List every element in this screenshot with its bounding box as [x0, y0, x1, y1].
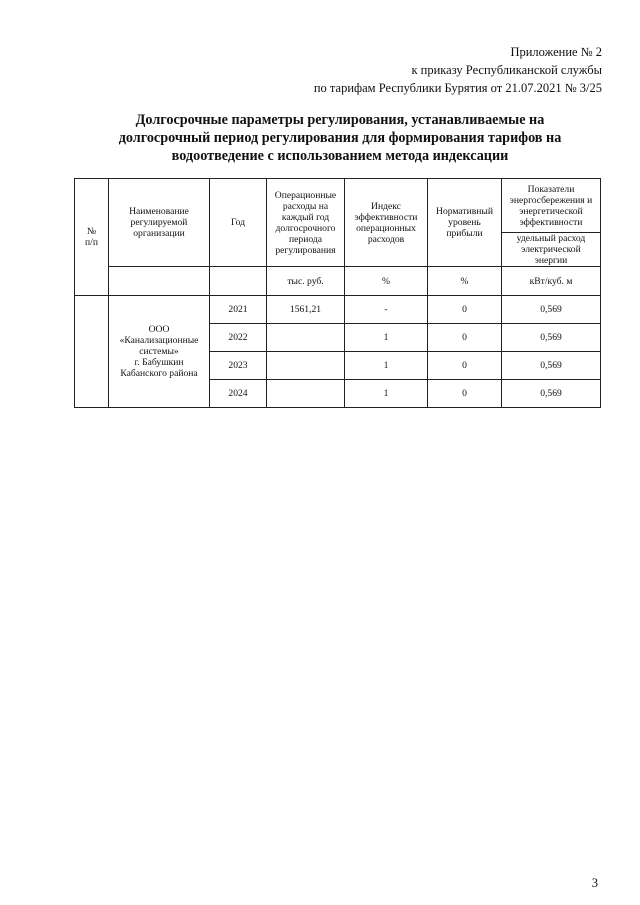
- unit-opex: тыс. руб.: [267, 267, 345, 296]
- cell-index: 1: [345, 352, 428, 380]
- annex-line-1: Приложение № 2: [510, 45, 602, 59]
- cell-opex: [267, 324, 345, 352]
- cell-year: 2023: [210, 352, 267, 380]
- header-org: Наименование регулируемой организации: [109, 179, 210, 267]
- cell-opex: [267, 380, 345, 408]
- cell-profit: 0: [428, 352, 502, 380]
- header-profit: Нормативный уровень прибыли: [428, 179, 502, 267]
- cell-year: 2022: [210, 324, 267, 352]
- org-line-4: г. Бабушкин: [134, 357, 184, 368]
- unit-profit: %: [428, 267, 502, 296]
- cell-year: 2021: [210, 296, 267, 324]
- org-name-cell: [109, 296, 210, 408]
- header-index: Индекс эффективности операционных расходов: [345, 179, 428, 267]
- cell-index: 1: [345, 324, 428, 352]
- header-num-abbr: п/п: [85, 237, 98, 248]
- header-num-symbol: №: [86, 226, 97, 237]
- cell-profit: 0: [428, 324, 502, 352]
- cell-year: 2024: [210, 380, 267, 408]
- cell-opex: [267, 352, 345, 380]
- title-line-2: долгосрочный период регулирования для формирования тарифов на: [118, 130, 562, 146]
- units-org: [109, 267, 210, 296]
- cell-energy: 0,569: [502, 296, 601, 324]
- cell-index: -: [345, 296, 428, 324]
- header-row: [75, 179, 601, 233]
- cell-opex: 1561,21: [267, 296, 345, 324]
- annex-line-3: по тарифам Республики Бурятия от 21.07.2021 № 3/25: [313, 81, 602, 95]
- cell-index: 1: [345, 380, 428, 408]
- cell-energy: 0,569: [502, 324, 601, 352]
- org-line-2: «Канализационные: [119, 335, 199, 346]
- title-line-3: водоотведение с использованием метода индексации: [171, 148, 509, 164]
- title-line-1: Долгосрочные параметры регулирования, устанавливаемые на: [135, 112, 545, 128]
- org-line-1: ООО: [148, 324, 170, 335]
- header-year: Год: [210, 179, 267, 267]
- cell-profit: 0: [428, 380, 502, 408]
- parameters-table: [74, 178, 601, 408]
- units-row: [75, 267, 601, 296]
- org-line-5: Кабанского района: [120, 368, 198, 379]
- header-opex: Операционные расходы на каждый год долгосрочного периода регулирования: [267, 179, 345, 267]
- cell-energy: 0,569: [502, 380, 601, 408]
- page-number: 3: [591, 876, 598, 890]
- table-row: [75, 296, 601, 324]
- org-line-3: системы»: [139, 346, 179, 357]
- unit-energy: кВт/куб. м: [502, 267, 601, 296]
- header-energy-sub: удельный расход электрической энергии: [502, 233, 601, 267]
- units-year: [210, 267, 267, 296]
- annex-header: [314, 43, 602, 97]
- cell-profit: 0: [428, 296, 502, 324]
- cell-energy: 0,569: [502, 352, 601, 380]
- header-energy-group: Показатели энергосбережения и энергетической эффективности: [502, 179, 601, 233]
- row-num-cell: [75, 296, 109, 408]
- annex-line-2: к приказу Республиканской службы: [411, 63, 602, 77]
- document-title: [70, 111, 610, 165]
- header-num: [75, 179, 109, 296]
- unit-index: %: [345, 267, 428, 296]
